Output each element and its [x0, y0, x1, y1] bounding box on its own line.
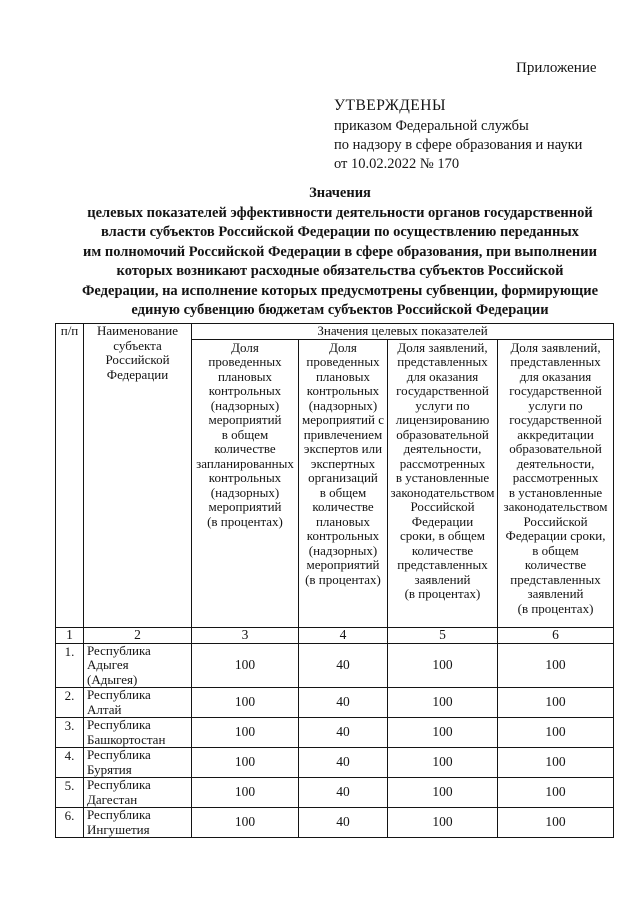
region-name-line: Бурятия	[87, 761, 132, 777]
header-text-line: мероприятий с	[301, 412, 384, 427]
table-row	[56, 778, 614, 808]
header-text-line: государственной	[509, 383, 602, 398]
header-text-line: (в процентах)	[305, 571, 381, 587]
header-text-line: услуги по	[528, 397, 583, 413]
region-name-line: Республика	[87, 777, 151, 792]
header-text-line: (надзорных)	[210, 484, 280, 500]
header-text-line: плановых	[315, 368, 371, 384]
region-name	[84, 778, 192, 808]
indicator-value: 100	[498, 688, 614, 718]
header-text-line: количестве	[214, 441, 276, 456]
indicator-value: 100	[388, 778, 498, 808]
row-index: 6.	[56, 808, 84, 838]
header-text-line: Доля	[329, 339, 357, 355]
header-text-line: представленных	[397, 557, 488, 572]
column-number: 1	[56, 627, 84, 643]
indicator-value: 100	[388, 748, 498, 778]
header-text-line: сроки, в общем	[399, 528, 486, 543]
column-number: 3	[192, 627, 299, 643]
header-text-line: в установленные	[508, 484, 603, 500]
row-index: 4.	[56, 748, 84, 778]
header-text-line: услуги по	[415, 397, 470, 413]
approval-block	[334, 96, 582, 174]
header-text-line: плановых	[315, 513, 371, 529]
indicator-value: 100	[498, 778, 614, 808]
table-row	[56, 748, 614, 778]
table-row	[56, 718, 614, 748]
header-text-line: в общем	[221, 426, 269, 442]
region-name-line: Республика	[87, 717, 151, 732]
title-line: единую субвенцию бюджетам субъектов Российской Федерации	[131, 302, 549, 318]
title-heading: Значения	[309, 185, 371, 201]
header-text-line: (в процентах)	[207, 513, 283, 529]
indicator-value: 40	[299, 643, 388, 688]
region-name-line: Ингушетия	[87, 821, 150, 837]
indicator-value: 100	[388, 643, 498, 688]
indicator-value: 100	[498, 748, 614, 778]
title-line: власти субъектов Российской Федерации по осуществлению переданных	[101, 224, 579, 240]
header-text-line: образовательной	[396, 426, 489, 442]
header-text-line: контрольных	[208, 470, 282, 485]
region-name-line: (Адыгея)	[87, 671, 138, 687]
title-line: Федерации, на исполнение которых предусмотрены субвенции, формирующие	[81, 282, 599, 299]
region-name	[84, 808, 192, 838]
header-text-line: проведенных	[208, 354, 282, 369]
table-row	[56, 643, 614, 688]
header-text-line: (надзорных)	[308, 397, 378, 413]
header-text-line: лицензированию	[395, 412, 490, 427]
region-name-line: Республика	[87, 642, 151, 658]
header-text-line: субъекта	[113, 337, 162, 353]
column-header-name	[84, 324, 192, 628]
header-text-line: мероприятий	[208, 499, 282, 514]
region-name-line: Дагестан	[87, 791, 138, 807]
indicator-value: 100	[498, 718, 614, 748]
header-text-line: образовательной	[509, 441, 602, 456]
header-text-line: рассмотренных	[399, 455, 486, 471]
header-text-line: организаций	[308, 470, 378, 485]
indicator-value: 100	[498, 643, 614, 688]
region-name	[84, 643, 192, 688]
header-text-line: государственной	[396, 383, 489, 398]
header-text-line: запланированных	[196, 455, 294, 471]
document-title	[40, 184, 640, 321]
header-text-line: Доля заявлений,	[510, 339, 601, 355]
title-line: целевых показателей эффективности деятельности органов государственной	[87, 204, 593, 221]
region-name	[84, 688, 192, 718]
header-text-line: Российской	[105, 352, 170, 367]
header-text-line: контрольных	[306, 383, 380, 398]
region-name-line: Республика	[87, 687, 151, 702]
indicator-value: 100	[192, 718, 299, 748]
indicator-value: 40	[299, 808, 388, 838]
indicator-value: 40	[299, 778, 388, 808]
header-text-line: (надзорных)	[308, 542, 378, 558]
header-text-line: в общем	[532, 542, 579, 558]
header-text-line: для оказания	[519, 368, 592, 384]
header-text-line: государственной	[509, 412, 602, 427]
approval-heading: УТВЕРЖДЕНЫ	[334, 97, 446, 114]
region-name-line: Республика	[87, 807, 151, 822]
row-index: 5.	[56, 778, 84, 808]
header-text-line: Российской	[523, 513, 588, 529]
column-header-indicator-2	[299, 339, 388, 627]
header-text-line: экспертов или	[303, 441, 383, 456]
header-text-line: (в процентах)	[404, 586, 481, 601]
header-text-line: количестве	[411, 542, 474, 558]
header-text-line: контрольных	[208, 383, 282, 398]
indicator-value: 100	[388, 718, 498, 748]
column-number: 2	[84, 627, 192, 643]
indicator-value: 100	[192, 808, 299, 838]
header-text-line: Федерации	[106, 366, 169, 382]
header-text-line: количестве	[524, 557, 587, 572]
column-number: 5	[388, 627, 498, 643]
region-name-line: Алтай	[87, 701, 122, 717]
title-line: им полномочий Российской Федерации в сфере образования, при выполнении	[82, 243, 597, 260]
approval-line: приказом Федеральной службы	[334, 118, 529, 134]
header-text-line: для оказания	[406, 368, 479, 384]
indicator-value: 100	[388, 688, 498, 718]
header-text-line: Федерации	[411, 513, 474, 529]
column-header-index	[56, 324, 84, 628]
region-name-line: Башкортостан	[87, 731, 166, 747]
header-text-line: представленных	[510, 571, 601, 587]
header-text-line: плановых	[217, 368, 273, 384]
table-row	[56, 688, 614, 718]
indicator-value: 100	[192, 643, 299, 688]
header-text-line: количестве	[312, 499, 374, 514]
indicator-value: 100	[192, 748, 299, 778]
region-name-line: Республика	[87, 747, 151, 762]
header-text-line: представленных	[510, 354, 601, 369]
approval-line: по надзору в сфере образования и науки	[334, 137, 583, 153]
column-header-indicator-4	[498, 339, 614, 627]
region-name-line: Адыгея	[87, 657, 129, 672]
header-text-line: заявлений	[527, 586, 584, 601]
column-header-index-label: п/п	[60, 323, 79, 338]
appendix-label: Приложение	[516, 60, 597, 76]
column-number: 4	[299, 627, 388, 643]
row-index: 2.	[56, 688, 84, 718]
column-header-indicator-1	[192, 339, 299, 627]
header-text-line: (надзорных)	[210, 397, 280, 413]
region-name	[84, 718, 192, 748]
indicator-value: 100	[388, 808, 498, 838]
header-text-line: деятельности,	[516, 455, 595, 471]
region-name	[84, 748, 192, 778]
indicator-value: 40	[299, 748, 388, 778]
header-text-line: в общем	[319, 484, 367, 500]
header-text-line: (в процентах)	[517, 600, 594, 616]
header-text-line: заявлений	[414, 571, 471, 587]
indicators-group-header: Значения целевых показателей	[192, 324, 614, 340]
header-text-line: Доля заявлений,	[397, 339, 488, 355]
header-text-line: представленных	[397, 354, 488, 369]
table-row	[56, 808, 614, 838]
indicator-value: 40	[299, 688, 388, 718]
header-text-line: экспертных	[310, 455, 376, 471]
column-number: 6	[498, 627, 614, 643]
row-index: 3.	[56, 718, 84, 748]
header-text-line: законодательством	[390, 484, 495, 500]
header-text-line: Российской	[410, 499, 475, 514]
header-text-line: Федерации сроки,	[505, 528, 606, 543]
approval-line: от 10.02.2022 № 170	[334, 156, 460, 172]
header-text-line: привлечением	[303, 426, 383, 442]
indicator-value: 100	[498, 808, 614, 838]
header-text-line: рассмотренных	[512, 470, 599, 485]
indicator-value: 100	[192, 688, 299, 718]
header-text-line: Доля	[231, 339, 259, 355]
header-text-line: проведенных	[306, 354, 380, 369]
header-text-line: Наименование	[97, 323, 178, 338]
header-text-line: контрольных	[306, 528, 380, 543]
indicator-value: 40	[299, 718, 388, 748]
header-text-line: в установленные	[395, 470, 490, 485]
header-text-line: мероприятий	[306, 557, 380, 572]
row-index: 1.	[56, 643, 84, 688]
column-header-indicator-3	[388, 339, 498, 627]
indicators-table	[55, 323, 614, 838]
header-text-line: аккредитации	[517, 426, 594, 442]
title-line: которых возникают расходные обязательства субъектов Российской	[116, 263, 564, 279]
header-text-line: деятельности,	[403, 441, 482, 456]
indicator-value: 100	[192, 778, 299, 808]
header-text-line: законодательством	[503, 499, 608, 514]
header-text-line: мероприятий	[208, 412, 282, 427]
